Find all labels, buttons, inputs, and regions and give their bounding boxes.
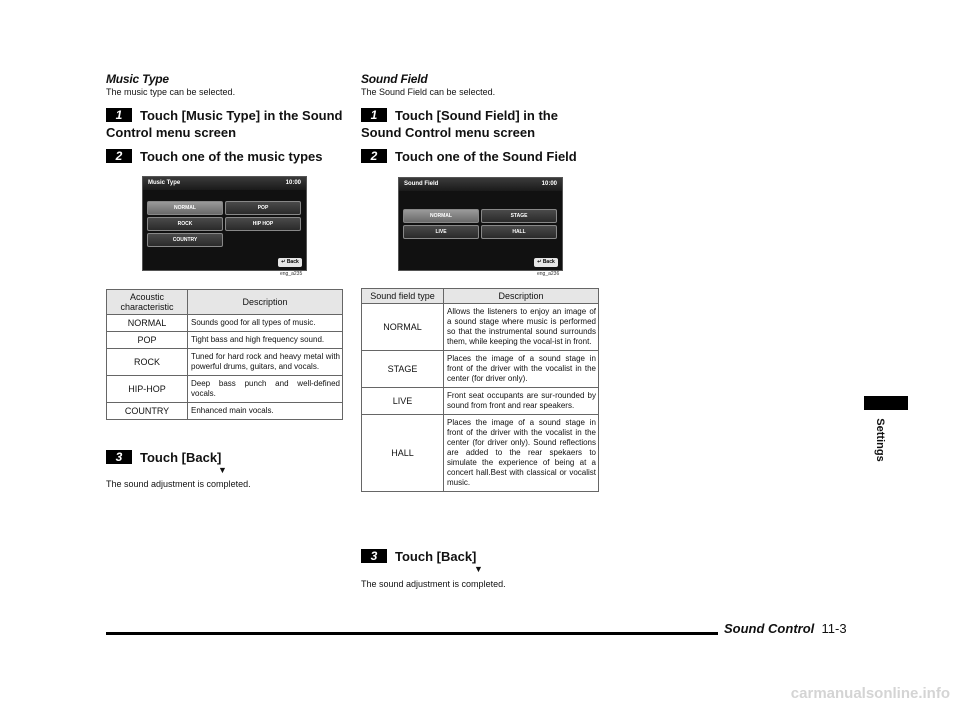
screen-header	[143, 177, 306, 190]
footer	[724, 621, 847, 636]
table-row	[107, 315, 343, 332]
table-value: Tight bass and high frequency sound.	[188, 332, 343, 349]
step-text: Touch [Back]	[395, 549, 477, 564]
down-triangle-icon: ▼	[218, 465, 227, 475]
step-2	[106, 148, 346, 165]
chapter-label	[860, 416, 890, 476]
step-text: Touch [Back]	[140, 450, 222, 465]
step-2	[361, 148, 601, 165]
section-title: Music Type	[106, 72, 169, 86]
step-3	[106, 449, 221, 466]
footer-title: Sound Control	[724, 621, 815, 636]
screen-title: Sound Field	[404, 181, 439, 187]
table-header: Description	[188, 290, 343, 315]
music-country-button[interactable]: COUNTRY	[147, 233, 223, 247]
step-number: 2	[361, 149, 387, 163]
music-type-section	[106, 72, 346, 165]
step-number: 2	[106, 149, 132, 163]
sound-field-table	[361, 288, 599, 492]
table-row	[362, 415, 599, 492]
screen-clock: 10:00	[541, 181, 557, 187]
step-text: Touch one of the Sound Field	[395, 149, 577, 164]
field-stage-button[interactable]: STAGE	[481, 209, 557, 223]
music-hiphop-button[interactable]: HIP HOP	[225, 217, 301, 231]
result-text: The sound adjustment is completed.	[106, 479, 251, 489]
section-title: Sound Field	[361, 72, 428, 86]
music-type-screen	[142, 176, 307, 271]
table-key: ROCK	[107, 349, 188, 376]
screen-clock: 10:00	[285, 180, 301, 186]
return-arrow-icon: ↵	[537, 259, 542, 265]
chapter-tab	[864, 396, 908, 410]
page-number: 11-3	[821, 621, 847, 636]
return-arrow-icon: ↵	[281, 259, 286, 265]
table-key: COUNTRY	[107, 403, 188, 420]
screen-title: Music Type	[148, 180, 181, 186]
table-key: POP	[107, 332, 188, 349]
table-value: Places the image of a sound stage in front of the driver with the vocalist in the center (for driver only). Sound reflections are added to the rear spekaers to simulate the experience of being at a concert hall.Best with classical or vocalist music.	[444, 415, 599, 492]
table-key: NORMAL	[362, 304, 444, 351]
field-normal-button[interactable]: NORMAL	[403, 209, 479, 223]
table-header: Sound field type	[362, 289, 444, 304]
table-value: Enhanced main vocals.	[188, 403, 343, 420]
sound-field-section	[361, 72, 601, 165]
watermark: carmanualsonline.info	[790, 685, 950, 702]
step-number: 3	[106, 450, 132, 464]
figure-caption: eng_a236	[537, 271, 560, 277]
figure-caption: eng_a235	[280, 271, 303, 277]
table-header-row	[107, 290, 343, 315]
step-3	[361, 548, 476, 565]
field-live-button[interactable]: LIVE	[403, 225, 479, 239]
field-hall-button[interactable]: HALL	[481, 225, 557, 239]
step-1	[361, 107, 601, 141]
screen-header	[399, 178, 562, 191]
table-row	[107, 349, 343, 376]
step-1	[106, 107, 346, 141]
sound-field-screen	[398, 177, 563, 271]
table-row	[107, 332, 343, 349]
table-value: Allows the listeners to enjoy an image of a sound stage where music is performed so that the instrumental sound surrounds them, while keeping the vocal-ist in front.	[444, 304, 599, 351]
table-row	[107, 376, 343, 403]
table-value: Sounds good for all types of music.	[188, 315, 343, 332]
step-text: Touch [Sound Field] in the Sound Control menu screen	[361, 108, 558, 140]
table-key: HALL	[362, 415, 444, 492]
footer-rule	[106, 632, 718, 635]
step-number: 1	[106, 108, 132, 122]
table-row	[362, 351, 599, 388]
table-header-row	[362, 289, 599, 304]
table-row	[362, 304, 599, 351]
music-normal-button[interactable]: NORMAL	[147, 201, 223, 215]
section-intro: The music type can be selected.	[106, 87, 236, 97]
table-value: Front seat occupants are sur-rounded by sound from front and rear speakers.	[444, 388, 599, 415]
step-number: 1	[361, 108, 387, 122]
back-label: Back	[286, 259, 299, 265]
music-pop-button[interactable]: POP	[225, 201, 301, 215]
table-key: NORMAL	[107, 315, 188, 332]
table-header: Acoustic characteristic	[107, 290, 188, 315]
table-value: Deep bass punch and well-defined vocals.	[188, 376, 343, 403]
table-row	[107, 403, 343, 420]
result-text: The sound adjustment is completed.	[361, 579, 506, 589]
table-row	[362, 388, 599, 415]
down-triangle-icon: ▼	[474, 564, 483, 574]
table-header: Description	[444, 289, 599, 304]
back-label: Back	[542, 259, 555, 265]
table-value: Tuned for hard rock and heavy metal with powerful drums, guitars, and vocals.	[188, 349, 343, 376]
screen-back-button[interactable]	[278, 258, 302, 267]
table-key: HIP-HOP	[107, 376, 188, 403]
step-text: Touch [Music Type] in the Sound Control menu screen	[106, 108, 343, 140]
step-text: Touch one of the music types	[140, 149, 323, 164]
music-rock-button[interactable]: ROCK	[147, 217, 223, 231]
table-key: LIVE	[362, 388, 444, 415]
table-value: Places the image of a sound stage in front of the driver with the vocalist in the center (for driver only).	[444, 351, 599, 388]
music-type-table	[106, 289, 343, 420]
step-number: 3	[361, 549, 387, 563]
chapter-label-text: Settings	[874, 418, 886, 462]
table-key: STAGE	[362, 351, 444, 388]
screen-back-button[interactable]	[534, 258, 558, 267]
section-intro: The Sound Field can be selected.	[361, 87, 496, 97]
